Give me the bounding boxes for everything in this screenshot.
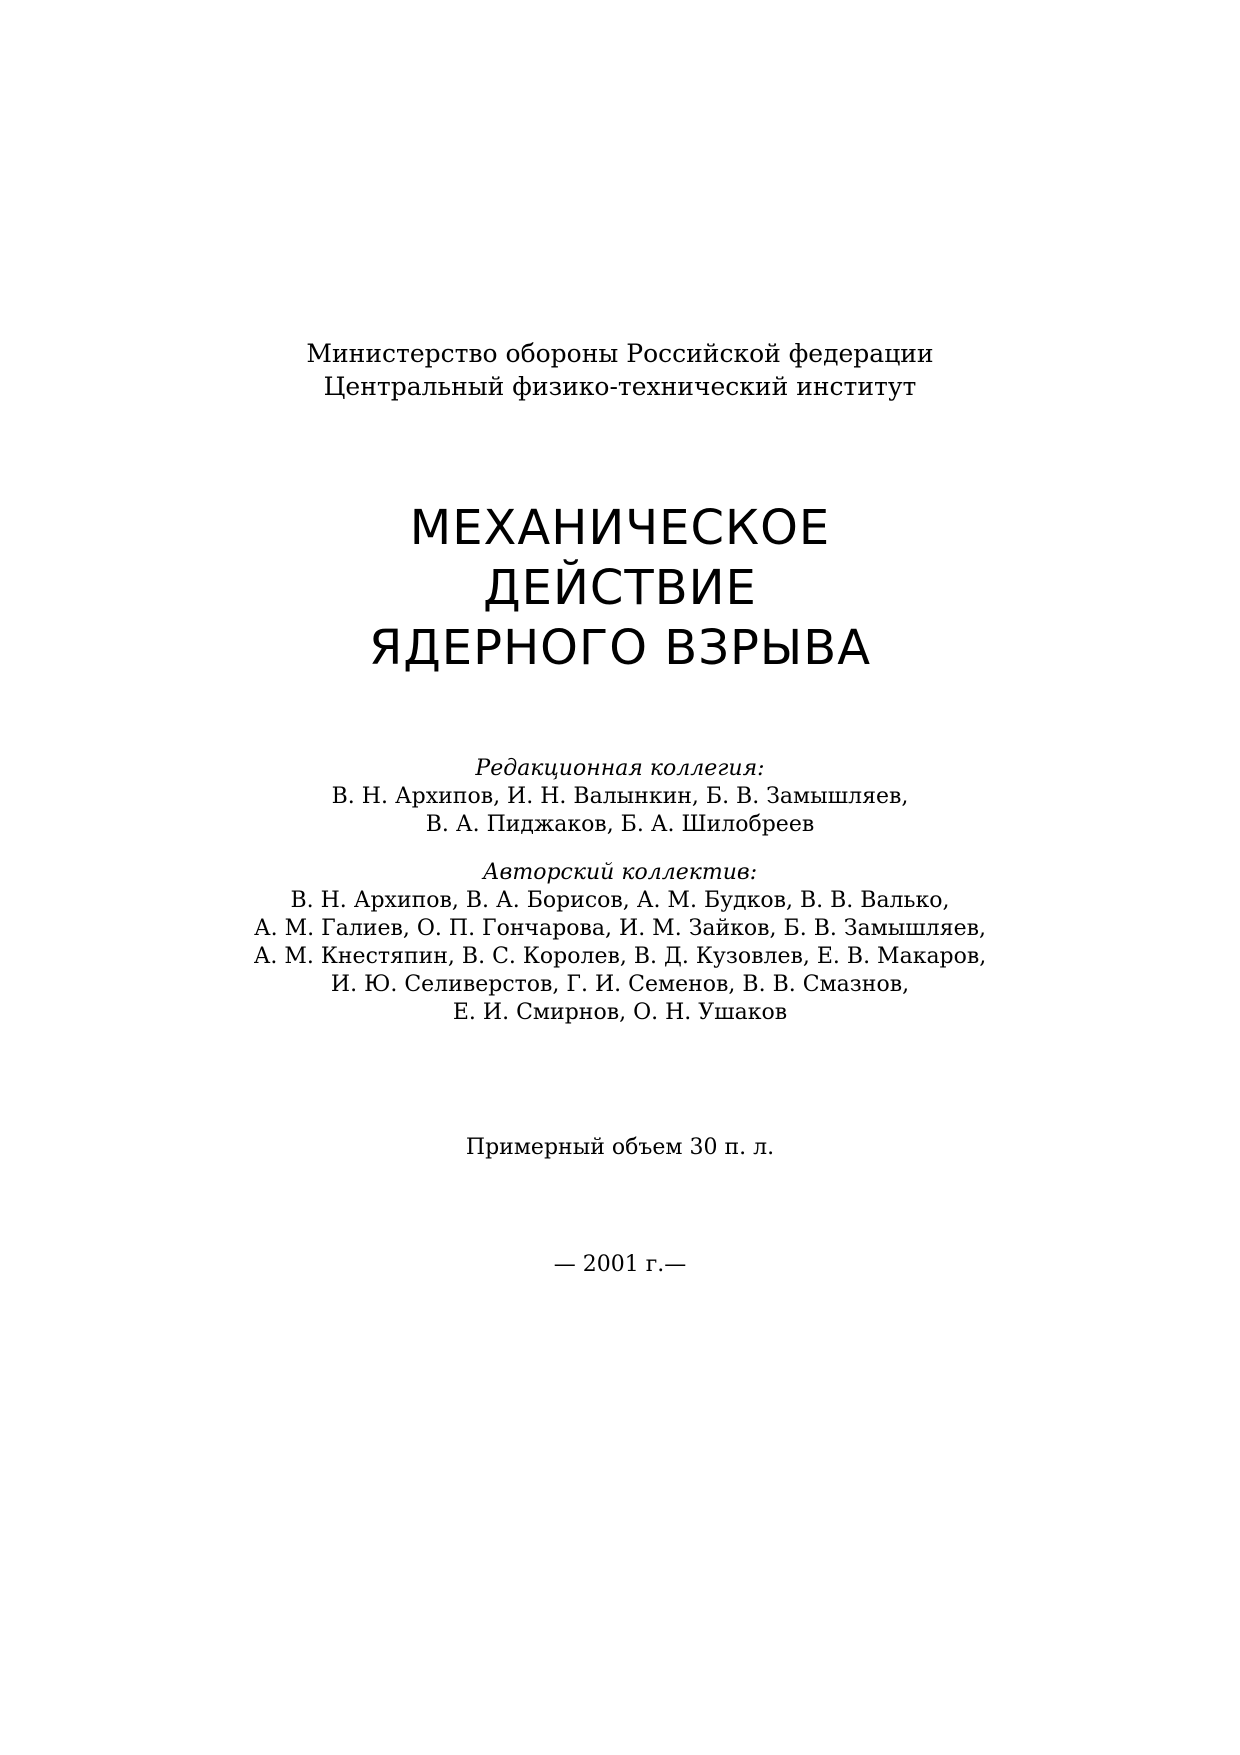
authors-line: А. М. Кнестяпин, В. С. Королев, В. Д. Кузовлев, Е. В. Макаров, (253, 944, 987, 969)
authors-heading: Авторский коллектив: (482, 860, 758, 885)
ministry-name: Министерство обороны Российской федерации (306, 339, 934, 368)
title-line-2: ДЕЙСТВИЕ (483, 560, 757, 616)
editorial-board-line: В. Н. Архипов, И. Н. Валынкин, Б. В. Замышляев, (331, 784, 909, 809)
editorial-board-block (0, 755, 1240, 839)
authors-line: А. М. Галиев, О. П. Гончарова, И. М. Зайков, Б. В. Замышляев, (253, 916, 986, 941)
authors-line: Е. И. Смирнов, О. Н. Ушаков (452, 1000, 788, 1025)
organization-block (0, 337, 1240, 403)
book-title (0, 498, 1240, 678)
authors-line: В. Н. Архипов, В. А. Борисов, А. М. Будков, В. В. Валько, (290, 888, 950, 913)
title-line-3: ЯДЕРНОГО ВЗРЫВА (368, 620, 872, 676)
volume-note: Примерный объем 30 п. л. (465, 1135, 775, 1160)
authors-block (0, 859, 1240, 1027)
editorial-board-line: В. А. Пиджаков, Б. А. Шилобреев (425, 812, 815, 837)
editorial-board-heading: Редакционная коллегия: (475, 756, 765, 781)
title-line-1: МЕХАНИЧЕСКОЕ (409, 500, 831, 556)
institute-name: Центральный физико-технический институт (323, 372, 917, 401)
authors-line: И. Ю. Селиверстов, Г. И. Семенов, В. В. Смазнов, (330, 972, 910, 997)
publication-year: — 2001 г.— (553, 1252, 687, 1277)
